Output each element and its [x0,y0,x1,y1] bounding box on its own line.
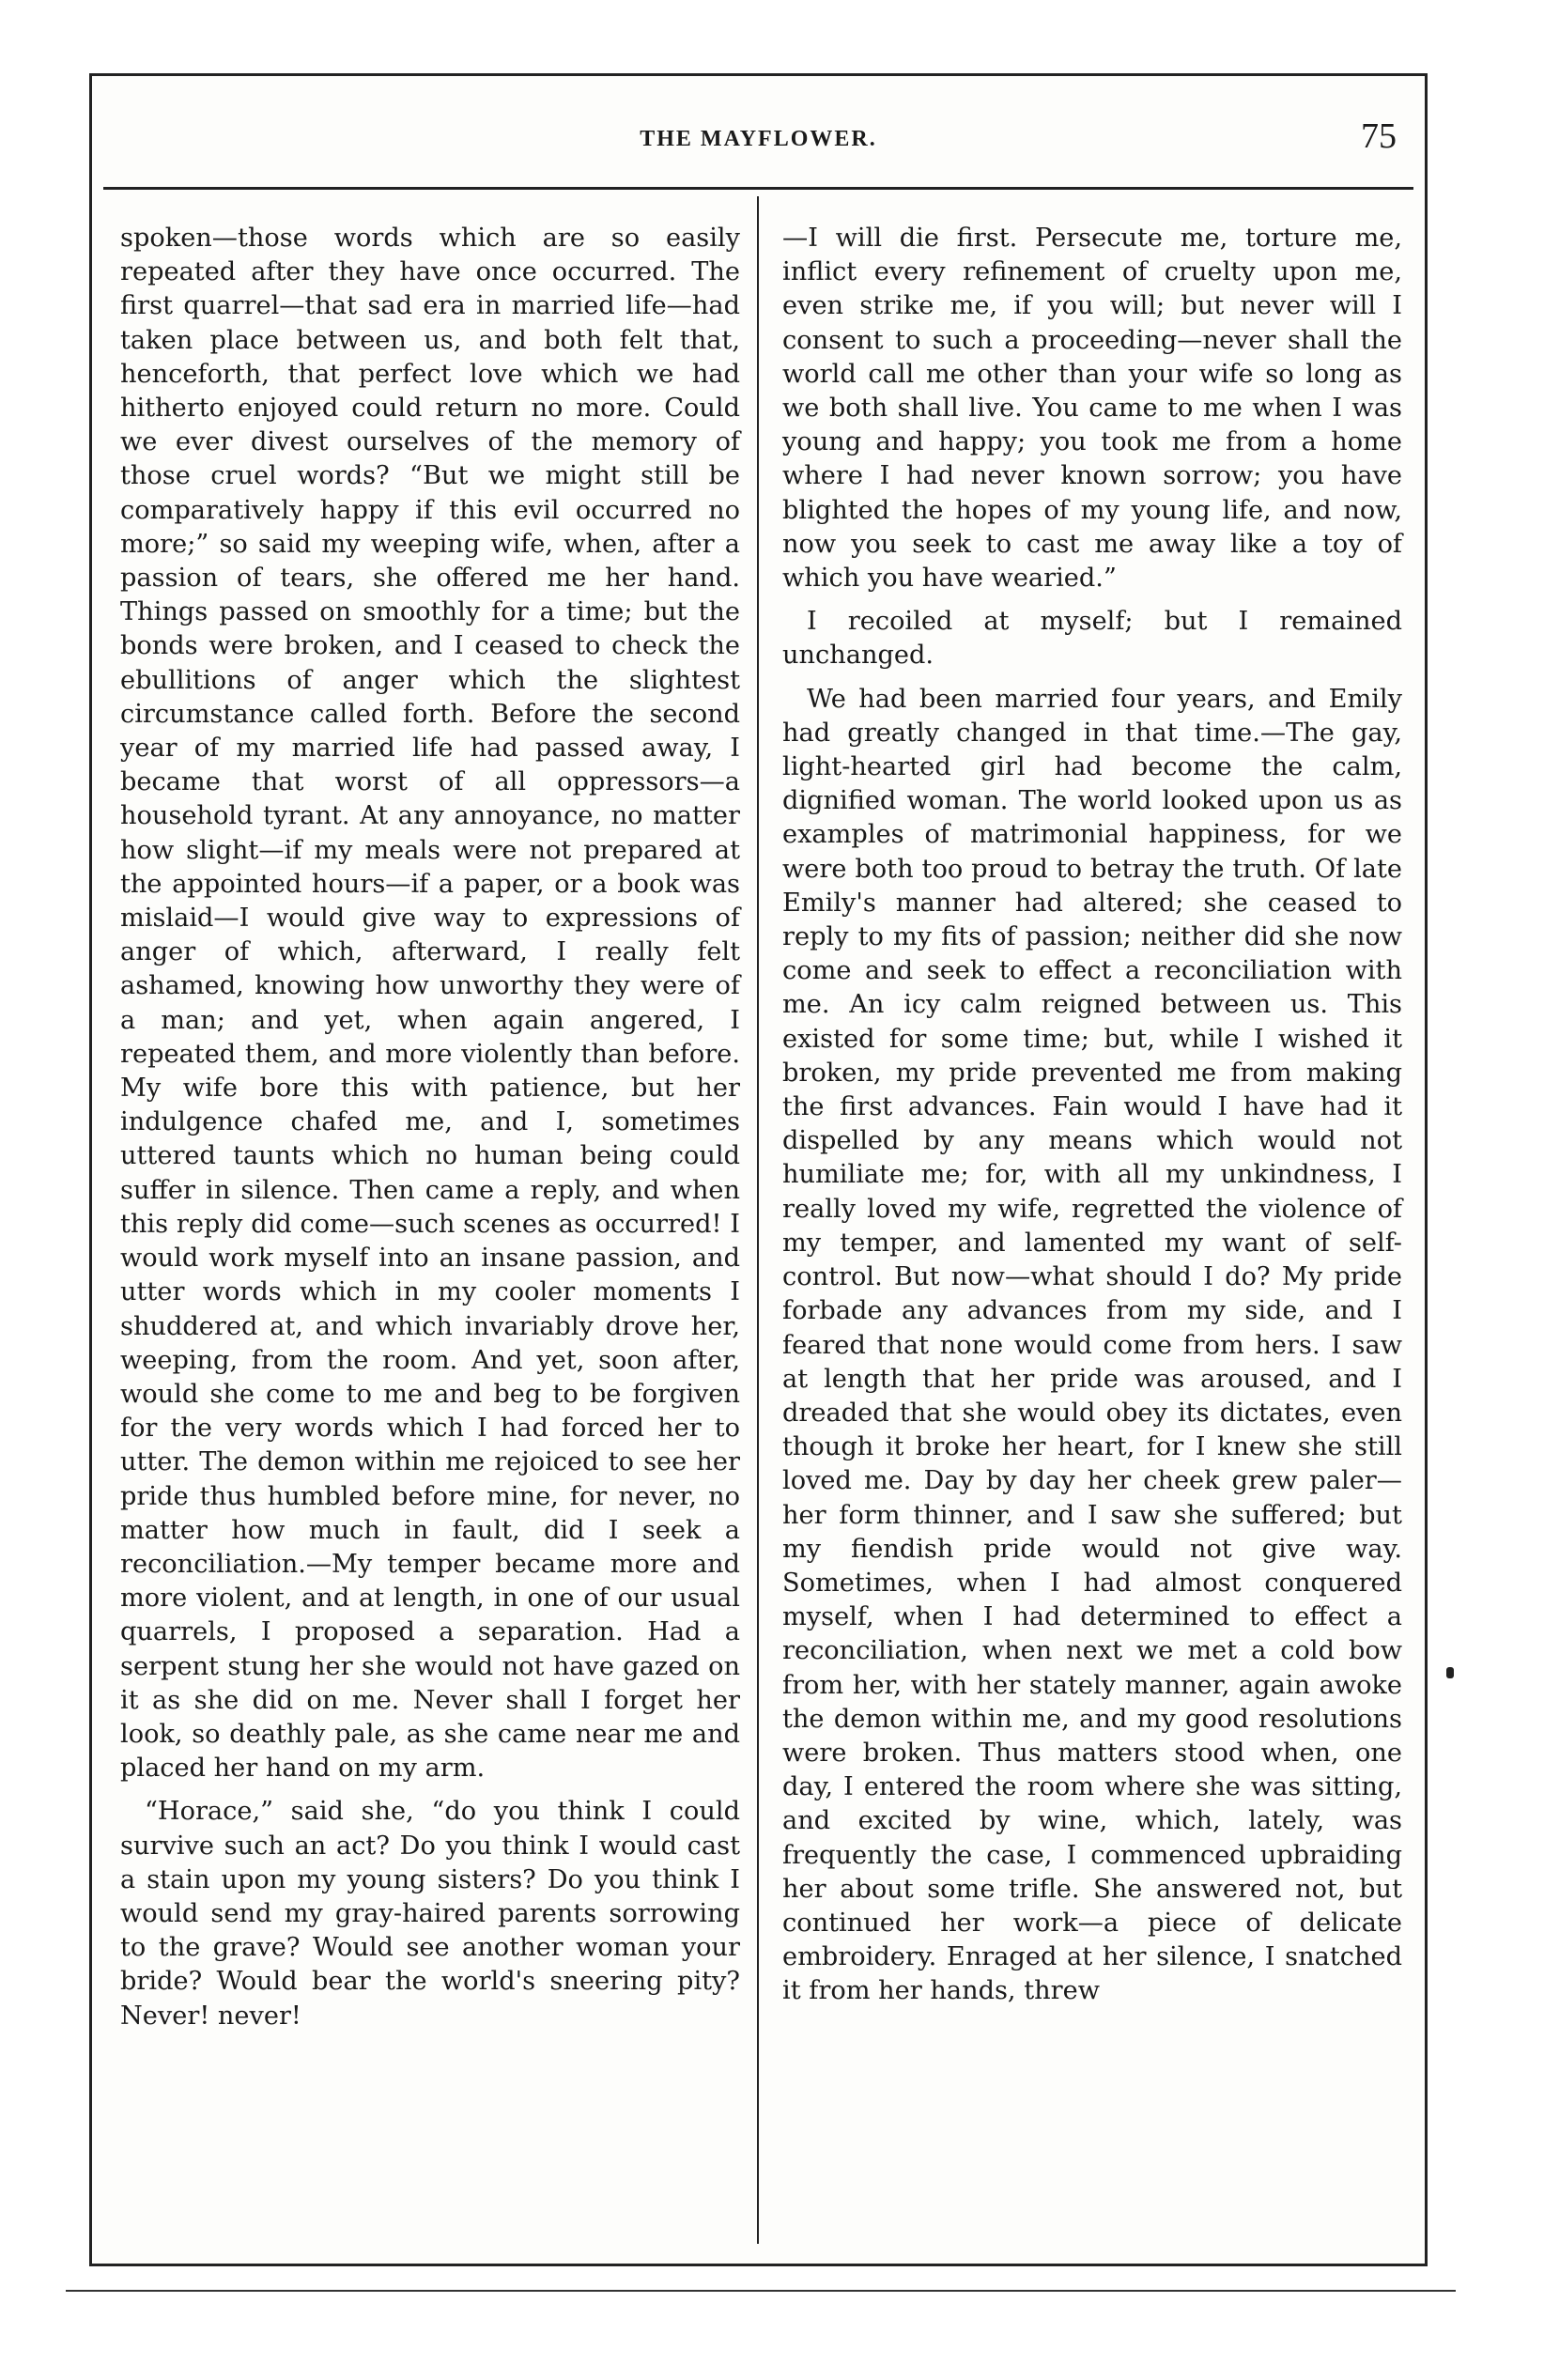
page-number: 75 [1361,116,1397,156]
running-title: THE MAYFLOWER. [640,127,877,151]
margin-mark [1446,1667,1454,1678]
magazine-page [89,73,1428,2266]
left-column [120,222,740,2033]
page-header [92,116,1425,172]
left-paragraph-2: “Horace,” said she, “do you think I could survive such an act? Do you think I would cast a stain upon my young sisters? Do you think I would send my gray-haired parents sorrowing to the grave? Would see another woman your bride? Would bear the world's sneering pity? Never! never! [120,1797,740,2031]
header-rule [103,187,1413,190]
right-column [782,222,1402,2009]
right-paragraph-1: —I will die first. Persecute me, torture me, inflict every refinement of cruelty upon me, even strike me, if you will; but never will I consent to such a proceeding—never shall the world call me other than your wife so long as we both shall live. You came to me when I was young and happy; you took me from a home where I had never known sorrow; you have blighted the hopes of my young life, and now, now you seek to cast me away like a toy of which you have wearied.” [782,224,1402,594]
right-paragraph-2: I recoiled at myself; but I remained unchanged. [782,607,1402,671]
column-divider [757,196,759,2244]
page-bottom-edge [66,2290,1456,2292]
right-paragraph-3: We had been married four years, and Emily had greatly changed in that time.—The gay, light-hearted girl had become the calm, dignified woman. The world looked upon us as examples of matrimonial happiness, for we were both too proud to betray the truth. Of late Emily's manner had altered; she ceased to reply to my fits of passion; neither did she now come and seek to effect a reconciliation with me. An icy calm reigned between us. This existed for some time; but, while I wished it broken, my pride prevented me from making the first advances. Fain would I have had it dispelled by any means which would not humiliate me; for, with all my unkindness, I really loved my wife, regretted the violence of my temper, and lamented my want of self-control. But now—what should I do? My pride forbade any advances from my side, and I feared that none would come from hers. I saw at length that her pride was aroused, and I dreaded that she would obey its dictates, even though it broke her heart, for I knew she still loved me. Day by day her cheek grew paler—her form thinner, and I saw she suffered; but my fiendish pride would not give way. Sometimes, when I had almost conquered myself, when I had determined to effect a reconciliation, when next we met a cold bow from her, with her stately manner, again awoke the demon within me, and my good resolutions were broken. Thus matters stood when, one day, I entered the room where she was sitting, and excited by wine, which, lately, was frequently the case, I commenced upbraiding her about some trifle. She answered not, but continued her work—a piece of delicate embroidery. Enraged at her silence, I snatched it from her hands, threw [782,684,1402,2006]
left-paragraph-1: spoken—those words which are so easily repeated after they have once occurred. The first quarrel—that sad era in married life—had taken place between us, and both felt that, henceforth, that perfect love which we had hitherto enjoyed could return no more. Could we ever divest ourselves of the memory of those cruel words? “But we might still be comparatively happy if this evil occurred no more;” so said my weeping wife, when, after a passion of tears, she offered me her hand. Things passed on smoothly for a time; but the bonds were broken, and I ceased to check the ebullitions of anger which the slightest circumstance called forth. Before the second year of my married life had passed away, I became that worst of all oppressors—a household tyrant. At any annoyance, no matter how slight—if my meals were not prepared at the appointed hours—if a paper, or a book was mislaid—I would give way to expressions of anger of which, afterward, I really felt ashamed, knowing how unworthy they were of a man; and yet, when again angered, I repeated them, and more violently than before. My wife bore this with patience, but her indulgence chafed me, and I, sometimes uttered taunts which no human being could suffer in silence. Then came a reply, and when this reply did come—such scenes as occurred! I would work myself into an insane passion, and utter words which in my cooler moments I shuddered at, and which invariably drove her, weeping, from the room. And yet, soon after, would she come to me and beg to be forgiven for the very words which I had forced her to utter. The demon within me rejoiced to see her pride thus humbled before mine, for never, no matter how much in fault, did I seek a reconciliation.—My temper became more and more violent, and at length, in one of our usual quarrels, I proposed a separation. Had a serpent stung her she would not have gazed on it as she did on me. Never shall I forget her look, so deathly pale, as she came near me and placed her hand on my arm. [120,224,740,1784]
